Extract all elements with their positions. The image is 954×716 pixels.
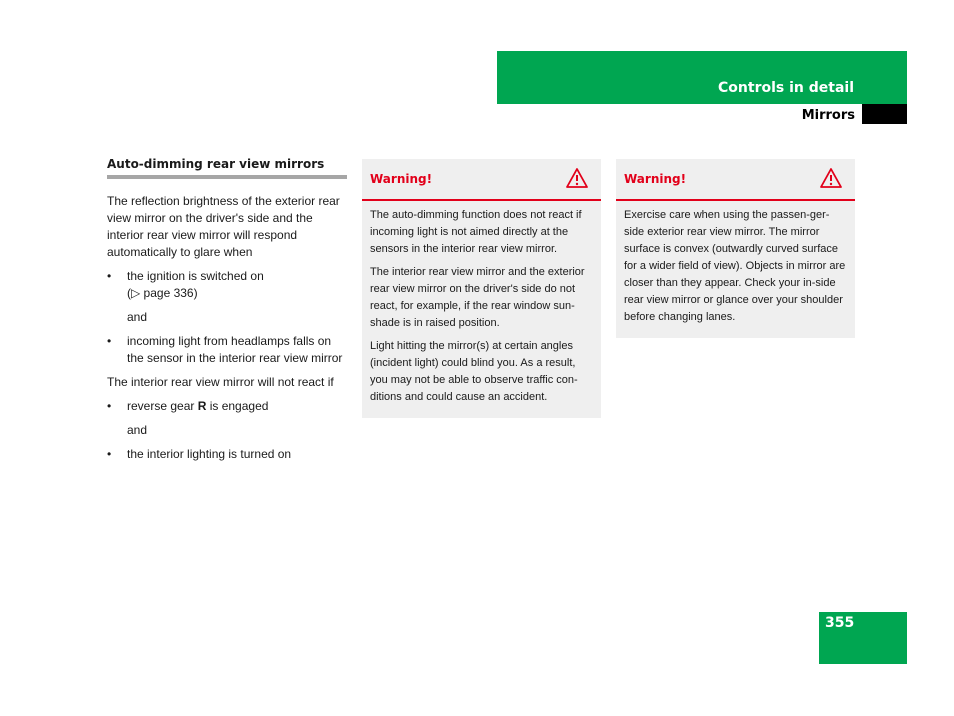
warning-box-2 <box>616 159 855 338</box>
bullet-icon: • <box>107 399 112 413</box>
warning-title: Warning! <box>624 172 687 186</box>
warning-paragraph: The interior rear view mirror and the exterior rear view mirror on the driver's side do not react, for example, if the rear window sun-shade is in raised position. <box>370 266 585 329</box>
subtitle-tab-marker <box>862 104 907 124</box>
warning-triangle-icon <box>819 167 843 189</box>
warning-body <box>362 201 601 418</box>
warning-box-1 <box>362 159 601 418</box>
warning-paragraph: The auto-dimming function does not react if incoming light is not aimed directly at the sensors in the interior rear view mirror. <box>370 209 582 255</box>
connector-and: and <box>127 310 148 324</box>
bullet-icon: • <box>107 269 112 283</box>
section-title: Auto-dimming rear view mirrors <box>107 156 347 179</box>
warning-paragraph: Light hitting the mirror(s) at certain angles (incident light) could blind you. As a result, you may not be able to observe traffic con-ditions and could cause an accident. <box>370 340 578 403</box>
list-item <box>107 268 347 302</box>
bullet-text: the interior lighting is turned on <box>127 447 292 461</box>
gear-label: R <box>197 399 207 413</box>
bullet-text: the ignition is switched on <box>127 269 264 283</box>
section-subtitle: Mirrors <box>801 108 855 123</box>
page-number: 355 <box>825 615 855 631</box>
page-reference-link[interactable]: (▷ page 336) <box>127 286 198 300</box>
warning-triangle-icon <box>565 167 589 189</box>
list-item <box>107 446 347 463</box>
list-item <box>107 398 347 415</box>
not-react-paragraph: The interior rear view mirror will not react if <box>107 375 334 389</box>
bullet-text-end: is engaged <box>206 399 269 413</box>
main-text-column <box>107 156 347 470</box>
warning-title: Warning! <box>370 172 433 186</box>
header-band <box>497 51 907 104</box>
intro-paragraph: The reflection brightness of the exterior rear view mirror on the driver's side and the interior rear view mirror will respond automatically to glare when <box>107 194 340 259</box>
bullet-icon: • <box>107 447 112 461</box>
warning-body <box>616 201 855 338</box>
connector-and: and <box>127 423 148 437</box>
bullet-icon: • <box>107 334 112 348</box>
bullet-text: reverse gear <box>127 399 198 413</box>
page-header-title: Controls in detail <box>718 80 854 96</box>
list-item <box>107 333 347 367</box>
warning-header <box>362 159 601 201</box>
warning-paragraph: Exercise care when using the passen-ger-side exterior rear view mirror. The mirror surface is convex (outwardly curved surface for a wider field of view). Objects in mirror are closer than they appear. Check your in-side rear view mirror or glance over your shoulder before changing lanes. <box>624 209 846 323</box>
warning-header <box>616 159 855 201</box>
bullet-text: incoming light from headlamps falls on the sensor in the interior rear view mirror <box>127 334 343 365</box>
